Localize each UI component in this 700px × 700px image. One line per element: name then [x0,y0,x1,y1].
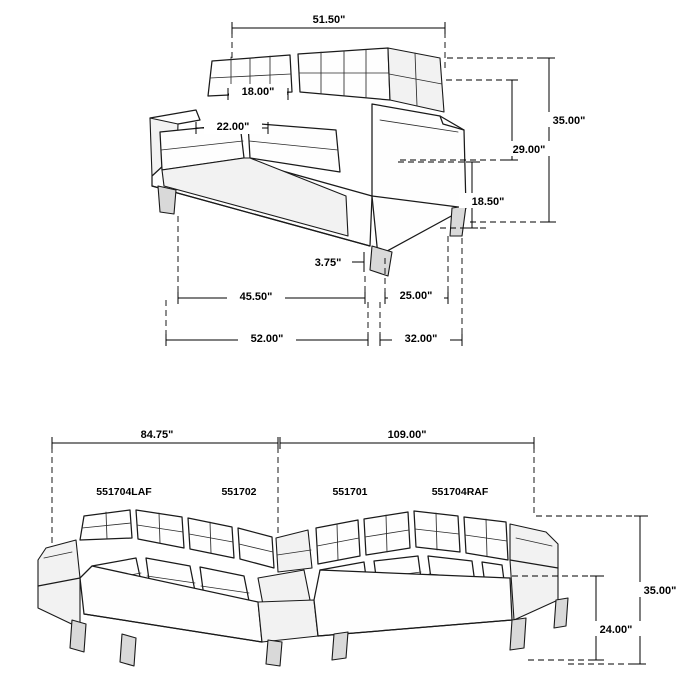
part-label-551701: 551701 [332,486,368,498]
part-label-551704RAF: 551704RAF [431,486,489,498]
top-view-group [150,10,598,346]
dim-label-seat-depth: 25.00" [399,290,433,302]
dim-label-overall-depth: 32.00" [404,333,438,345]
dim-label-leg-height: 3.75" [314,257,342,269]
part-code-labels [96,486,489,498]
dim-label-left-section-width: 84.75" [140,429,174,441]
dim-label-sectional-seat-height: 24.00" [599,624,633,636]
dim-label-back-cushion-height: 18.00" [241,86,275,98]
dim-label-seat-cushion-depth: 22.00" [216,121,250,133]
dim-seat-cushion-depth [196,119,268,134]
dim-label-overall-length: 52.00" [250,333,284,345]
bottom-view-group [38,426,689,666]
dim-label-back-height: 29.00" [512,144,546,156]
dim-back-cushion-height [228,84,288,100]
dim-sectional-overall-height [536,516,689,664]
dim-overall-length [166,300,368,346]
part-label-551702: 551702 [221,486,257,498]
dim-leg-height [304,252,364,272]
dim-label-inside-seat-width: 45.50" [239,291,273,303]
sectional-illustration [38,510,568,666]
dim-label-sectional-overall-height: 35.00" [643,585,677,597]
dim-right-section-width [280,426,534,516]
dim-label-seat-height: 18.50" [471,196,505,208]
dim-label-right-section-width: 109.00" [387,429,427,441]
part-label-551704LAF: 551704LAF [96,486,152,498]
dim-label-overall-height: 35.00" [552,115,586,127]
dim-label-overall-width-top: 51.50" [312,14,346,26]
